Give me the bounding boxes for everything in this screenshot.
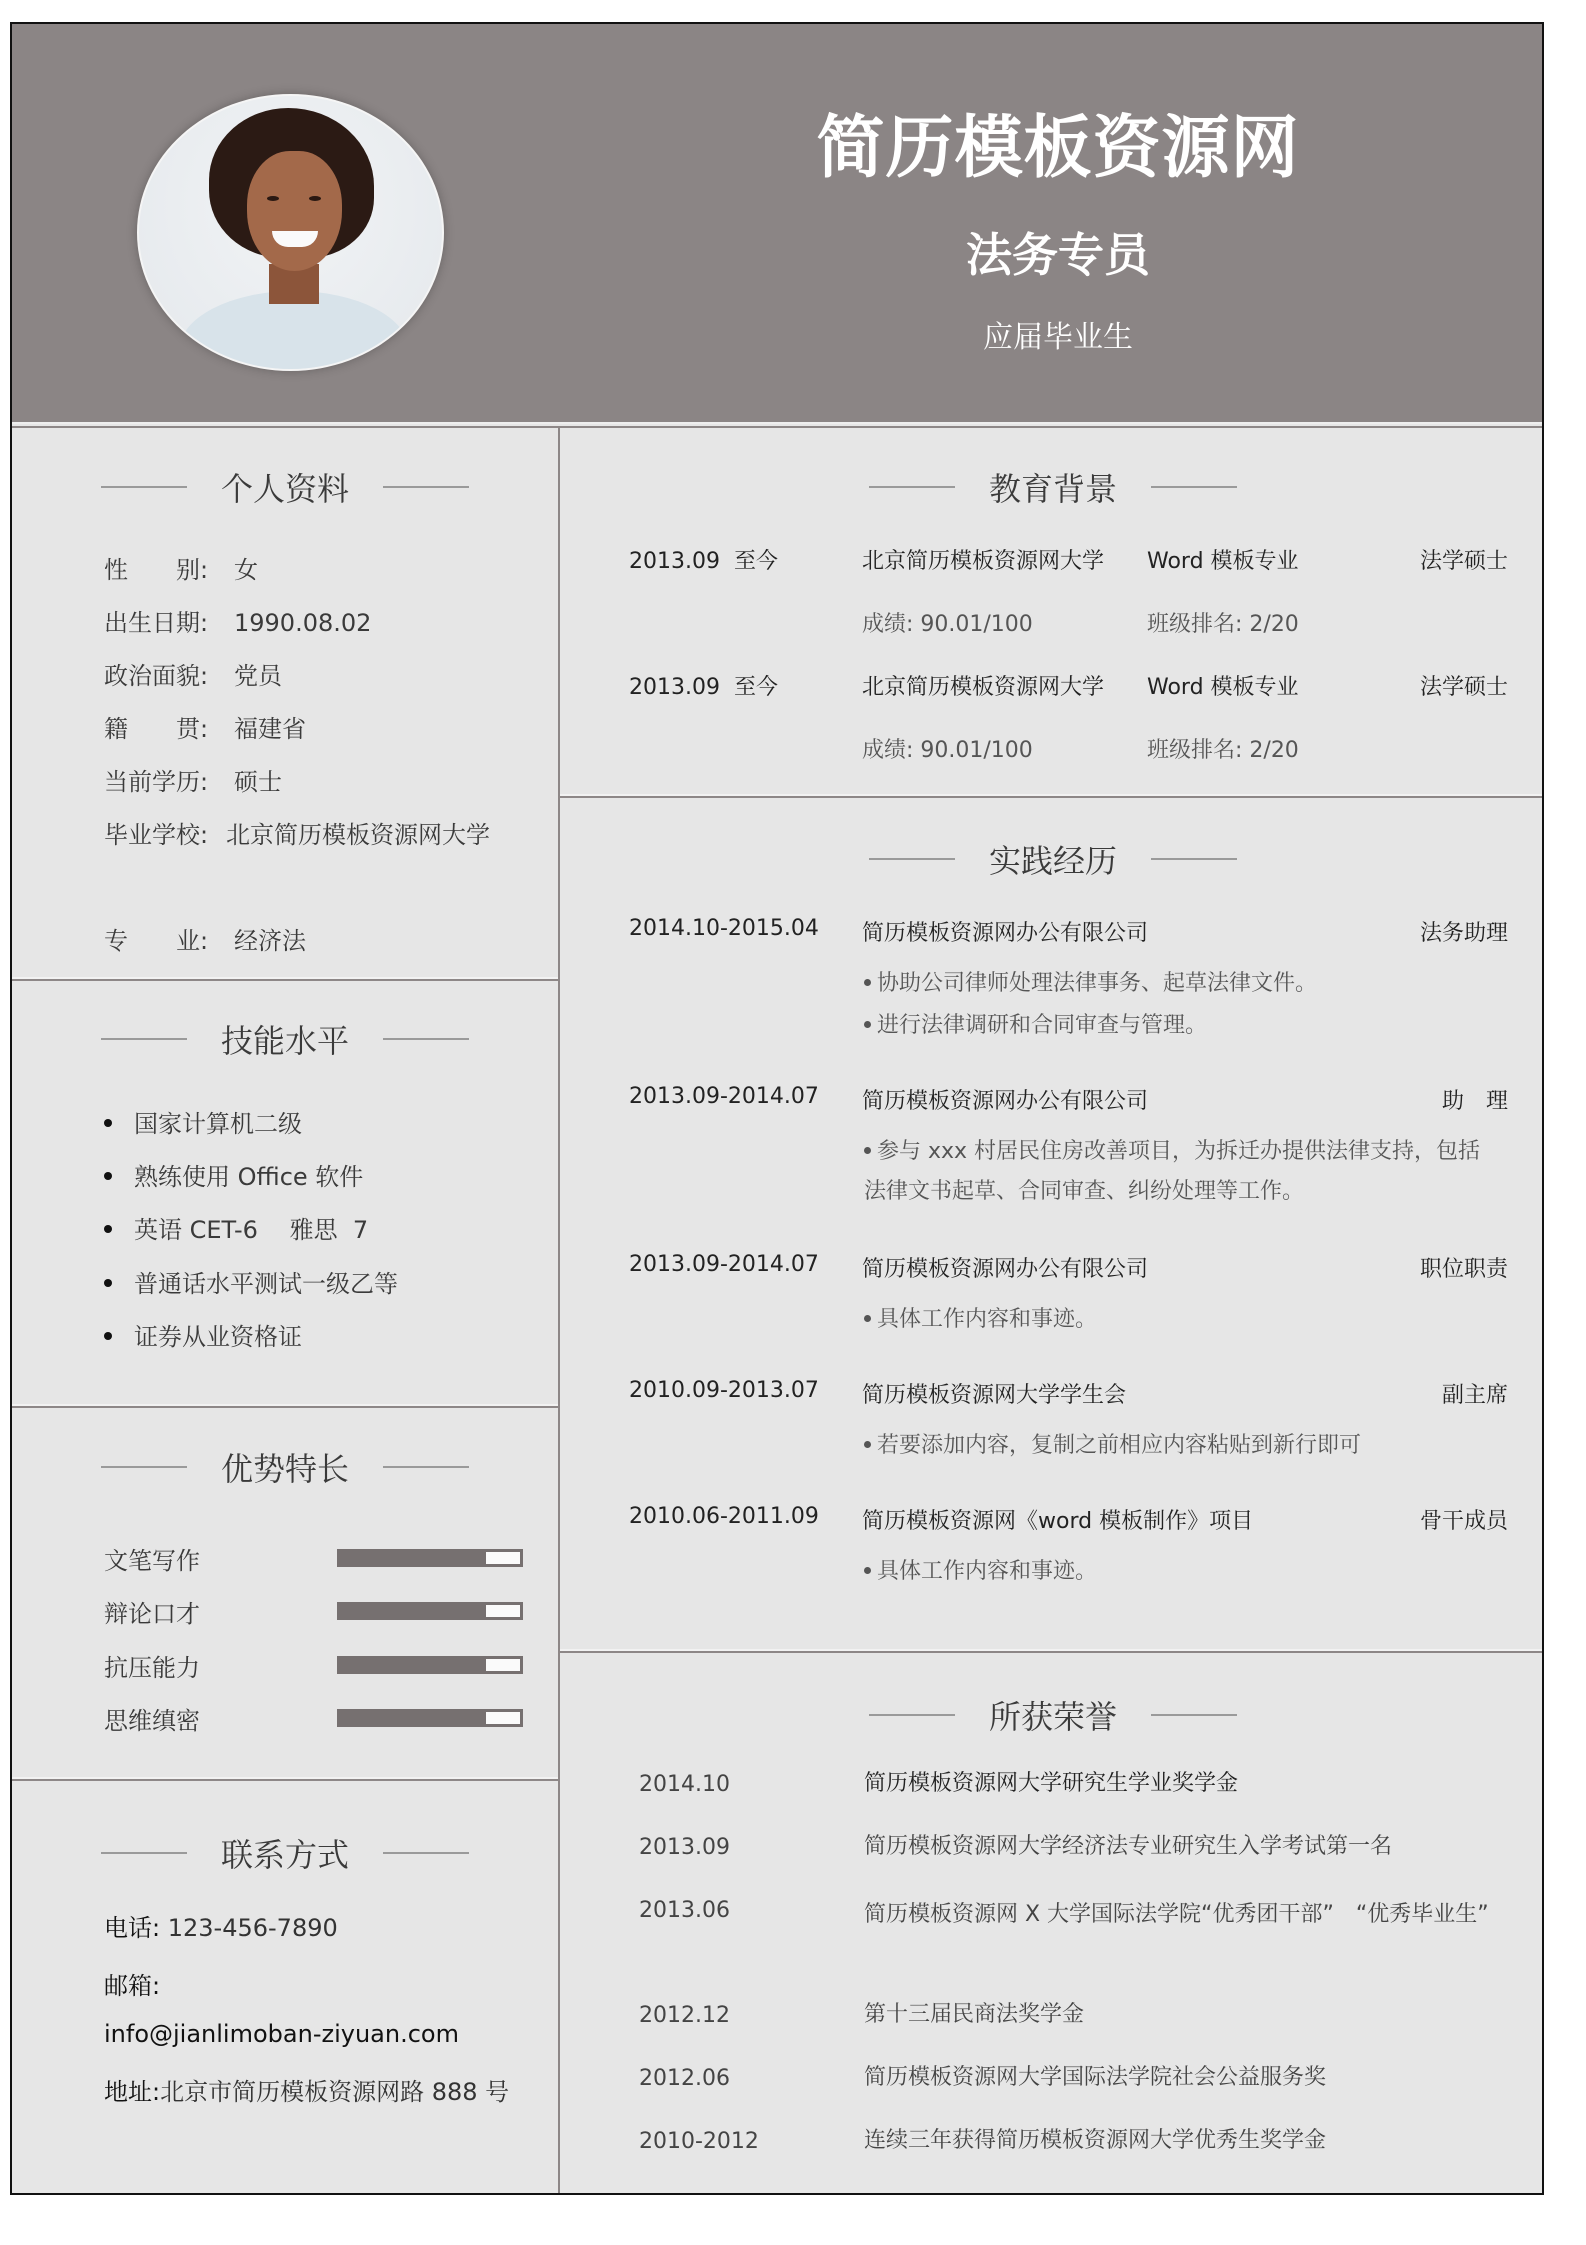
bullet-icon bbox=[864, 1021, 871, 1028]
section-divider bbox=[560, 794, 1544, 798]
bullet-icon bbox=[864, 1315, 871, 1322]
section-title-personal: 个人资料 bbox=[12, 464, 558, 510]
skill-item: 英语 CET-6 雅思 7 bbox=[104, 1210, 368, 1245]
strength-bar-fill bbox=[340, 1552, 486, 1564]
bullet-icon bbox=[104, 1225, 112, 1233]
strength-bar-fill bbox=[340, 1659, 486, 1671]
strength-row: 辩论口才 bbox=[104, 1594, 200, 1629]
strength-bar bbox=[337, 1709, 523, 1727]
info-education-level: 当前学历: 硕士 bbox=[104, 768, 282, 796]
section-divider bbox=[12, 1777, 558, 1781]
header-banner bbox=[12, 24, 1542, 422]
bullet-icon bbox=[864, 1567, 871, 1574]
section-title-strengths: 优势特长 bbox=[12, 1444, 558, 1490]
info-major: 专 业: 经济法 bbox=[104, 927, 306, 955]
experience-bullet: 协助公司律师处理法律事务、起草法律文件。 bbox=[864, 964, 1504, 1004]
section-title-education: 教育背景 bbox=[560, 464, 1544, 510]
section-divider bbox=[12, 977, 558, 981]
strength-bar bbox=[337, 1549, 523, 1567]
info-native-place: 籍 贯: 福建省 bbox=[104, 715, 306, 743]
strength-bar bbox=[337, 1656, 523, 1674]
section-title-awards: 所获荣誉 bbox=[560, 1692, 1544, 1738]
job-title: 法务专员 bbox=[966, 228, 1150, 282]
section-title-contact: 联系方式 bbox=[12, 1830, 558, 1876]
experience-bullet: 参与 xxx 村居民住房改善项目，为拆迁办提供法律支持，包括法律文书起草、合同审查、纠纷处理等工作。 bbox=[864, 1139, 1481, 1204]
skill-item: 证券从业资格证 bbox=[104, 1317, 302, 1352]
bullet-icon bbox=[104, 1332, 112, 1340]
info-political-status: 政治面貌: 党员 bbox=[104, 662, 282, 690]
experience-bullet: 具体工作内容和事迹。 bbox=[864, 1552, 1504, 1592]
section-title-experience: 实践经历 bbox=[560, 836, 1544, 882]
bullet-icon bbox=[864, 1147, 871, 1154]
bullet-icon bbox=[104, 1172, 112, 1180]
bullet-icon bbox=[104, 1279, 112, 1287]
strength-row: 思维缜密 bbox=[104, 1701, 200, 1736]
strength-row: 抗压能力 bbox=[104, 1648, 200, 1683]
info-birthdate: 出生日期: 1990.08.02 bbox=[104, 609, 372, 637]
section-title-skills: 技能水平 bbox=[12, 1016, 558, 1062]
resume-page: 简历模板资源网 法务专员 应届毕业生 个人资料 性 别: 女 出生日期: 1990.08.02 政治面貌: 党员 籍 贯: 福建省 当前学历: 硕士 毕业学校: 北京简历模板资源网大学 专 业: 经济法 技能水平 国家计算机二级 熟练使用 Office 软件 英语 CET-6 雅思 7 普通话水平测试一级乙等 证券从业资格证 优势特长 文笔写作 辩论口才 抗压能力 思维缜密 联系方式 电话: 123-456-7890 邮箱: info@jianlimoban-ziyuan.com 地址:北京市简历模板资源网路 888 号 教育背景 2013.09 至今 北京简历模板资源网大学 Word 模板专业 法学硕士 成绩: 90.01/100 班级排名: 2/20 2013.09 至今 北京简历模板资源网大学 Word 模板专业 法学硕士 成绩: 90.01/100 班级排名: 2/20 实践经历 2014.10-2015.04 简历模板资源网办公有限公司 法务助理 协助公司律师处理法律事务、起草法律文件。 进行法律调研和合同审查与管理。 2013.09-2014.07 简历模板资源网办公有限公司 助 理 参与 xxx 村居民住房改善项目，为拆迁办提供法律支持，包括法律文书起草、合同审查、纠纷处理等工作。 2013.09-2014.07 简历模板资源网办公有限公司 职位职责 具体工作内容和事迹。 2010.09-2013.07 简历模板资源网大学学生会 副主席 若要添加内容，复制之前相应内容粘贴到新行即可 2010.06-2011.09 简历模板资源网《word 模板制作》项目 骨干成员 具体工作内容和事迹。 所获荣誉 2014.10 简历模板资源网大学研究生学业奖学金 2013.09 简历模板资源网大学经济法专业研究生入学考试第一名 2013.06 简历模板资源网 X 大学国际法学院“优秀团干部” “优秀毕业生” 2012.12 第十三届民商法奖学金 2012.06 简历模板资源网大学国际法学院社会公益服务奖 2010-2012 连续三年获得简历模板资源网大学优秀生奖学金 bbox=[10, 22, 1544, 2195]
skill-item: 国家计算机二级 bbox=[104, 1104, 302, 1139]
section-divider bbox=[560, 1649, 1544, 1653]
info-school: 毕业学校: 北京简历模板资源网大学 bbox=[104, 821, 490, 849]
column-divider bbox=[558, 428, 560, 2195]
experience-bullet: 若要添加内容，复制之前相应内容粘贴到新行即可 bbox=[864, 1426, 1504, 1466]
bullet-icon bbox=[864, 979, 871, 986]
experience-bullet: 进行法律调研和合同审查与管理。 bbox=[864, 1006, 1504, 1046]
contact-email: 邮箱: info@jianlimoban-ziyuan.com bbox=[104, 1972, 459, 2048]
experience-bullet: 具体工作内容和事迹。 bbox=[864, 1300, 1504, 1340]
strength-bar-fill bbox=[340, 1712, 486, 1724]
contact-phone: 电话: 123-456-7890 bbox=[104, 1914, 338, 1942]
strength-bar bbox=[337, 1602, 523, 1620]
avatar-photo bbox=[137, 94, 444, 371]
header-divider bbox=[12, 422, 1542, 428]
bullet-icon bbox=[104, 1119, 112, 1127]
strength-row: 文笔写作 bbox=[104, 1541, 200, 1576]
info-gender: 性 别: 女 bbox=[104, 556, 258, 584]
strength-bar-fill bbox=[340, 1605, 486, 1617]
section-divider bbox=[12, 1404, 558, 1408]
skill-item: 普通话水平测试一级乙等 bbox=[104, 1264, 398, 1299]
skill-item: 熟练使用 Office 软件 bbox=[104, 1157, 363, 1192]
candidate-status: 应届毕业生 bbox=[983, 320, 1133, 355]
contact-address: 地址:北京市简历模板资源网路 888 号 bbox=[104, 2078, 510, 2106]
candidate-name: 简历模板资源网 bbox=[816, 109, 1300, 188]
bullet-icon bbox=[864, 1441, 871, 1448]
